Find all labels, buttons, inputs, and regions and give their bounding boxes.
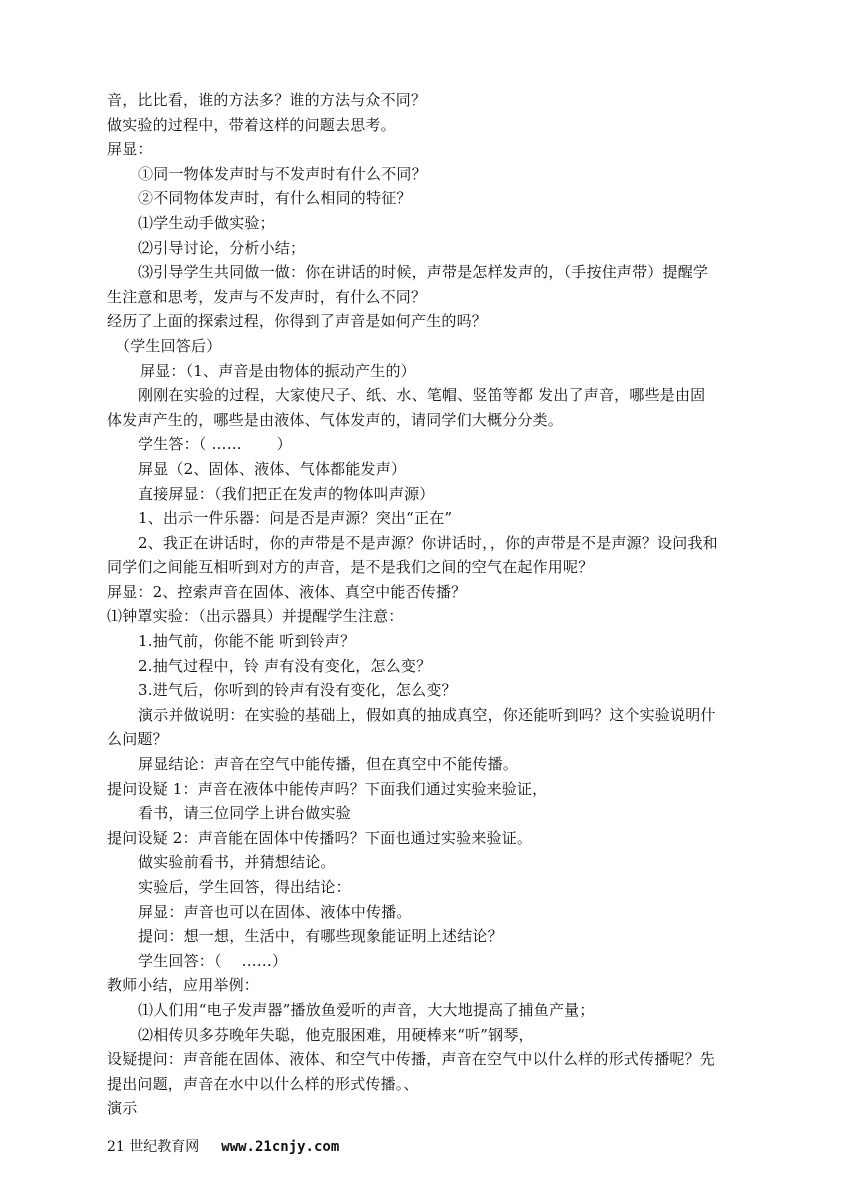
text-line: 看书，请三位同学上讲台做实验 — [138, 804, 351, 823]
footer-brand: 21 世纪教育网 — [107, 1139, 200, 1155]
text-line: 提问：想一想，生活中，有哪些现象能证明上述结论？ — [138, 927, 503, 946]
footer-url: www.21cnjy.com — [221, 1139, 340, 1155]
text-line: 做实验前看书，并猜想结论。 — [138, 853, 336, 872]
page-footer — [107, 1137, 339, 1157]
text-line: 屏显结论：声音在空气中能传播，但在真空中不能传播。 — [138, 755, 519, 774]
text-line: 屏显（2、固体、液体、气体都能发声） — [138, 459, 407, 478]
text-line: （学生回答后） — [115, 336, 222, 355]
text-line: 音，比比看，谁的方法多？谁的方法与众不同？ — [107, 91, 427, 109]
text-line: 屏显： — [107, 140, 153, 159]
text-line: 演示 — [107, 1099, 138, 1118]
text-line: 实验后，学生回答，得出结论： — [138, 878, 351, 896]
text-line: 演示并做说明：在实验的基础上，假如真的抽成真空，你还能听到吗？这个实验说明什 — [138, 705, 716, 724]
text-line: 做实验的过程中，带着这样的问题去思考。 — [107, 115, 396, 134]
text-line: ⑴学生动手做实验； — [138, 213, 275, 232]
text-line: 学生答：（ …… ） — [138, 435, 292, 454]
text-line: 提出问题，声音在水中以什么样的形式传播。、 — [107, 1074, 419, 1093]
text-line: 学生回答：（ ……） — [138, 951, 288, 970]
document-body — [107, 88, 757, 1121]
text-line: ⑵引导讨论，分析小结； — [138, 238, 306, 257]
text-line: 直接屏显：（我们把正在发声的物体叫声源） — [138, 484, 435, 503]
text-line: 教师小结，应用举例： — [107, 976, 260, 995]
text-line: 1.抽气前，你能不能 听到铃声？ — [138, 632, 356, 651]
text-line: 经历了上面的探索过程，你得到了声音是如何产生的吗？ — [107, 312, 488, 331]
text-line: 体发声产生的，哪些是由液体、气体发声的，请同学们大概分分类。 — [107, 410, 564, 429]
text-line: 提问设疑 2：声音能在固体中传播吗？下面也通过实验来验证。 — [107, 828, 533, 847]
text-line: 1、出示一件乐器：问是否是声源？突出“正在” — [138, 509, 453, 528]
text-line: ⑴人们用“电子发声器”播放鱼爱听的声音，大大地提高了捕鱼产量； — [138, 1000, 595, 1019]
text-line: 生注意和思考，发声与不发声时，有什么不同？ — [107, 287, 427, 306]
text-line: 刚刚在实验的过程，大家使尺子、纸、水、笔帽、竖笛等都 发出了声音，哪些是由固 — [138, 386, 706, 405]
text-line: 屏显：声音也可以在固体、液体中传播。 — [138, 902, 412, 921]
text-line: 屏显：2、控索声音在固体、液体、真空中能否传播？ — [107, 582, 467, 601]
text-line: 同学们之间能互相听到对方的声音，是不是我们之间的空气在起作用呢？ — [107, 558, 594, 577]
text-line: ①同一物体发声时与不发声时有什么不同？ — [138, 164, 427, 183]
text-line: 2、我正在讲话时，你的声带是不是声源？你讲话时，，你的声带是不是声源？设问我和 — [138, 533, 718, 552]
text-line: 提问设疑 1：声音在液体中能传声吗？下面我们通过实验来验证， — [107, 779, 548, 798]
text-line: 么问题？ — [107, 730, 168, 749]
text-line: 2.抽气过程中，铃 声有没有变化，怎么变？ — [138, 656, 432, 675]
text-line: ⑵相传贝多芬晚年失聪，他克服困难，用硬棒来“听”钢琴， — [138, 1025, 534, 1044]
text-line: 设疑提问：声音能在固体、液体、和空气中传播，声音在空气中以什么样的形式传播呢？先 — [107, 1050, 716, 1069]
text-line: ②不同物体发声时，有什么相同的特征？ — [138, 189, 412, 208]
text-line: 屏显：（1、声音是由物体的振动产生的） — [140, 361, 416, 380]
text-line: 3.进气后，你听到的铃声有没有变化，怎么变？ — [138, 681, 457, 700]
text-line: ⑶引导学生共同做一做：你在讲话的时候，声带是怎样发声的，（手按住声带）提醒学 — [138, 263, 709, 282]
text-line: ⑴钟罩实验：（出示器具）并提醒学生注意： — [107, 607, 404, 626]
